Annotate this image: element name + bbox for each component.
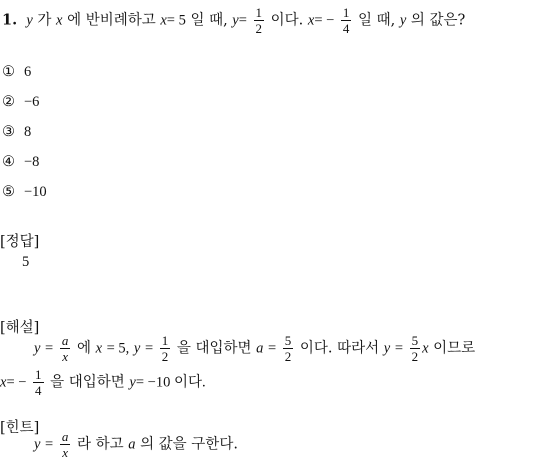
numerator: 1 [35,367,42,382]
fraction [160,334,171,363]
fraction [283,334,294,363]
equals: = [394,340,404,357]
denominator: x [62,445,68,460]
explanation-line-1 [34,334,475,363]
option-2[interactable] [2,94,39,111]
option-value: 8 [24,124,32,140]
text: 이다. [270,12,304,29]
var-y: y [399,12,407,29]
text: 에 [76,340,91,357]
denominator: 2 [161,349,169,364]
equation: = 5, [106,340,130,357]
equals: = [268,340,277,357]
numerator: 1 [342,5,350,20]
equation: = −10 이다. [135,374,206,391]
var-y: y [133,340,141,357]
equals: = [45,436,54,453]
text: 가 [37,12,52,29]
option-5[interactable] [2,184,47,201]
var-a: a [128,436,136,453]
denominator: 2 [284,349,292,364]
numerator: a [61,429,69,444]
numerator: 1 [255,5,263,20]
var-x: x [0,374,7,391]
text: 라 하고 [76,436,124,453]
numerator: a [61,333,69,348]
equals: = [45,340,54,357]
fraction [33,368,44,397]
text: 을 대입하면 [176,340,252,357]
denominator: 2 [411,349,419,364]
denominator: 4 [35,383,42,398]
denominator: 4 [342,21,350,36]
var-y: y [26,12,33,29]
explanation-line-2 [0,368,206,397]
text: 의 값을 구한다. [140,436,238,453]
answer-value: 5 [22,254,30,270]
text: 일 때, [190,12,228,29]
var-x: x [422,340,429,357]
option-value: −6 [24,94,40,110]
var-y: y [34,340,41,357]
question-line [2,6,465,35]
var-y: y [34,436,41,453]
var-x: x [307,12,315,29]
hint-label: [힌트] [0,420,40,436]
var-x: x [160,12,167,29]
var-y: y [232,12,239,29]
numerator: 1 [161,333,169,348]
numerator: 5 [284,333,292,348]
fraction [410,334,421,363]
var-a: a [256,340,264,357]
var-x: x [56,12,63,29]
var-x: x [95,340,103,357]
text: 이다. 따라서 [299,340,380,357]
equals: = [238,12,247,29]
option-mark: ② [2,94,15,110]
option-value: −8 [24,154,40,170]
option-mark: ③ [2,124,15,140]
equals-minus: = − [6,374,27,391]
fraction [254,6,265,35]
fraction [60,430,71,459]
fraction [341,6,352,35]
option-3[interactable] [2,124,31,141]
var-y: y [129,374,136,391]
option-value: −10 [24,184,47,200]
text: 의 값은? [410,12,466,29]
equals-minus: = − [314,12,335,29]
text: 일 때, [358,12,396,29]
option-4[interactable] [2,154,39,171]
hint-line [34,430,238,459]
fraction [60,334,71,363]
option-1[interactable] [2,64,31,81]
text: 을 대입하면 [50,374,125,391]
option-mark: ① [2,64,15,80]
question-number: 1. [2,11,18,29]
text: 이므로 [433,340,476,357]
option-mark: ⑤ [2,184,15,200]
explanation-label: [해설] [0,320,40,336]
text: 에 반비례하고 [67,12,156,29]
option-value: 6 [24,64,32,80]
equation: = 5 [166,12,186,29]
denominator: x [62,349,68,364]
equals: = [144,340,154,357]
option-mark: ④ [2,154,15,170]
numerator: 5 [411,333,419,348]
denominator: 2 [255,21,263,36]
var-y: y [383,340,391,357]
answer-label: [정답] [0,234,40,250]
